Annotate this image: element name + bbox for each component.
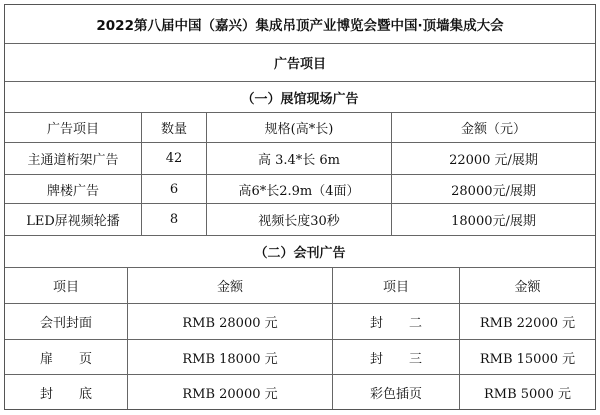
table-cell: LED屏视频轮播 (26, 214, 120, 229)
section-heading-catalog: （二）会刊广告 (254, 246, 346, 261)
table-cell: 8 (169, 212, 179, 227)
table-cell: RMB 18000 元 (182, 351, 278, 367)
table-cell: RMB 15000 元 (479, 351, 576, 367)
table-cell: 扉 页 (39, 351, 92, 367)
table-cell: 22000 元/展期 (449, 153, 538, 168)
table-cell: 会刊封面 (39, 316, 92, 331)
table-cell: 主通道桁架广告 (27, 153, 119, 168)
column-header-item: 项目 (52, 280, 79, 295)
column-divider (391, 113, 392, 235)
table-subtitle: 广告项目 (273, 57, 326, 72)
table-cell: 6 (169, 181, 179, 197)
column-header-spec: 规格(高*长) (264, 122, 334, 137)
table-cell: 18000元/展期 (451, 214, 536, 229)
section-heading-venue: （一）展馆现场广告 (241, 91, 359, 107)
column-header-amount: 金额（元） (460, 122, 526, 137)
table-cell: 彩色插页 (369, 386, 422, 402)
table-cell: 封 二 (369, 316, 422, 331)
document-title: 2022第八届中国（嘉兴）集成吊顶产业博览会暨中国·顶墙集成大会 (96, 18, 504, 34)
ad-pricing-table (4, 4, 596, 410)
table-cell: 牌楼广告 (46, 183, 99, 199)
column-divider (206, 113, 207, 235)
table-cell: RMB 22000 元 (479, 316, 576, 331)
column-header-ad-item: 广告项目 (46, 122, 99, 137)
column-divider (141, 113, 142, 235)
column-header-quantity: 数量 (160, 122, 187, 137)
table-cell: 封 底 (39, 386, 92, 402)
table-cell: 高 3.4*长 6m (257, 153, 341, 168)
table-cell: 42 (165, 151, 183, 166)
column-header-amount: 金额 (514, 280, 541, 295)
table-cell: 封 三 (369, 351, 422, 367)
column-header-amount: 金额 (216, 280, 243, 295)
table-cell: 28000元/展期 (451, 183, 536, 199)
table-cell: RMB 20000 元 (182, 386, 278, 402)
column-header-item: 项目 (382, 280, 409, 295)
column-divider (127, 268, 128, 409)
column-divider (332, 268, 333, 409)
table-cell: 高6*长2.9m（4面） (238, 183, 360, 199)
table-cell: RMB 5000 元 (483, 386, 571, 402)
table-cell: 视频长度30秒 (258, 214, 340, 229)
table-cell: RMB 28000 元 (182, 316, 278, 331)
column-divider (459, 268, 460, 409)
